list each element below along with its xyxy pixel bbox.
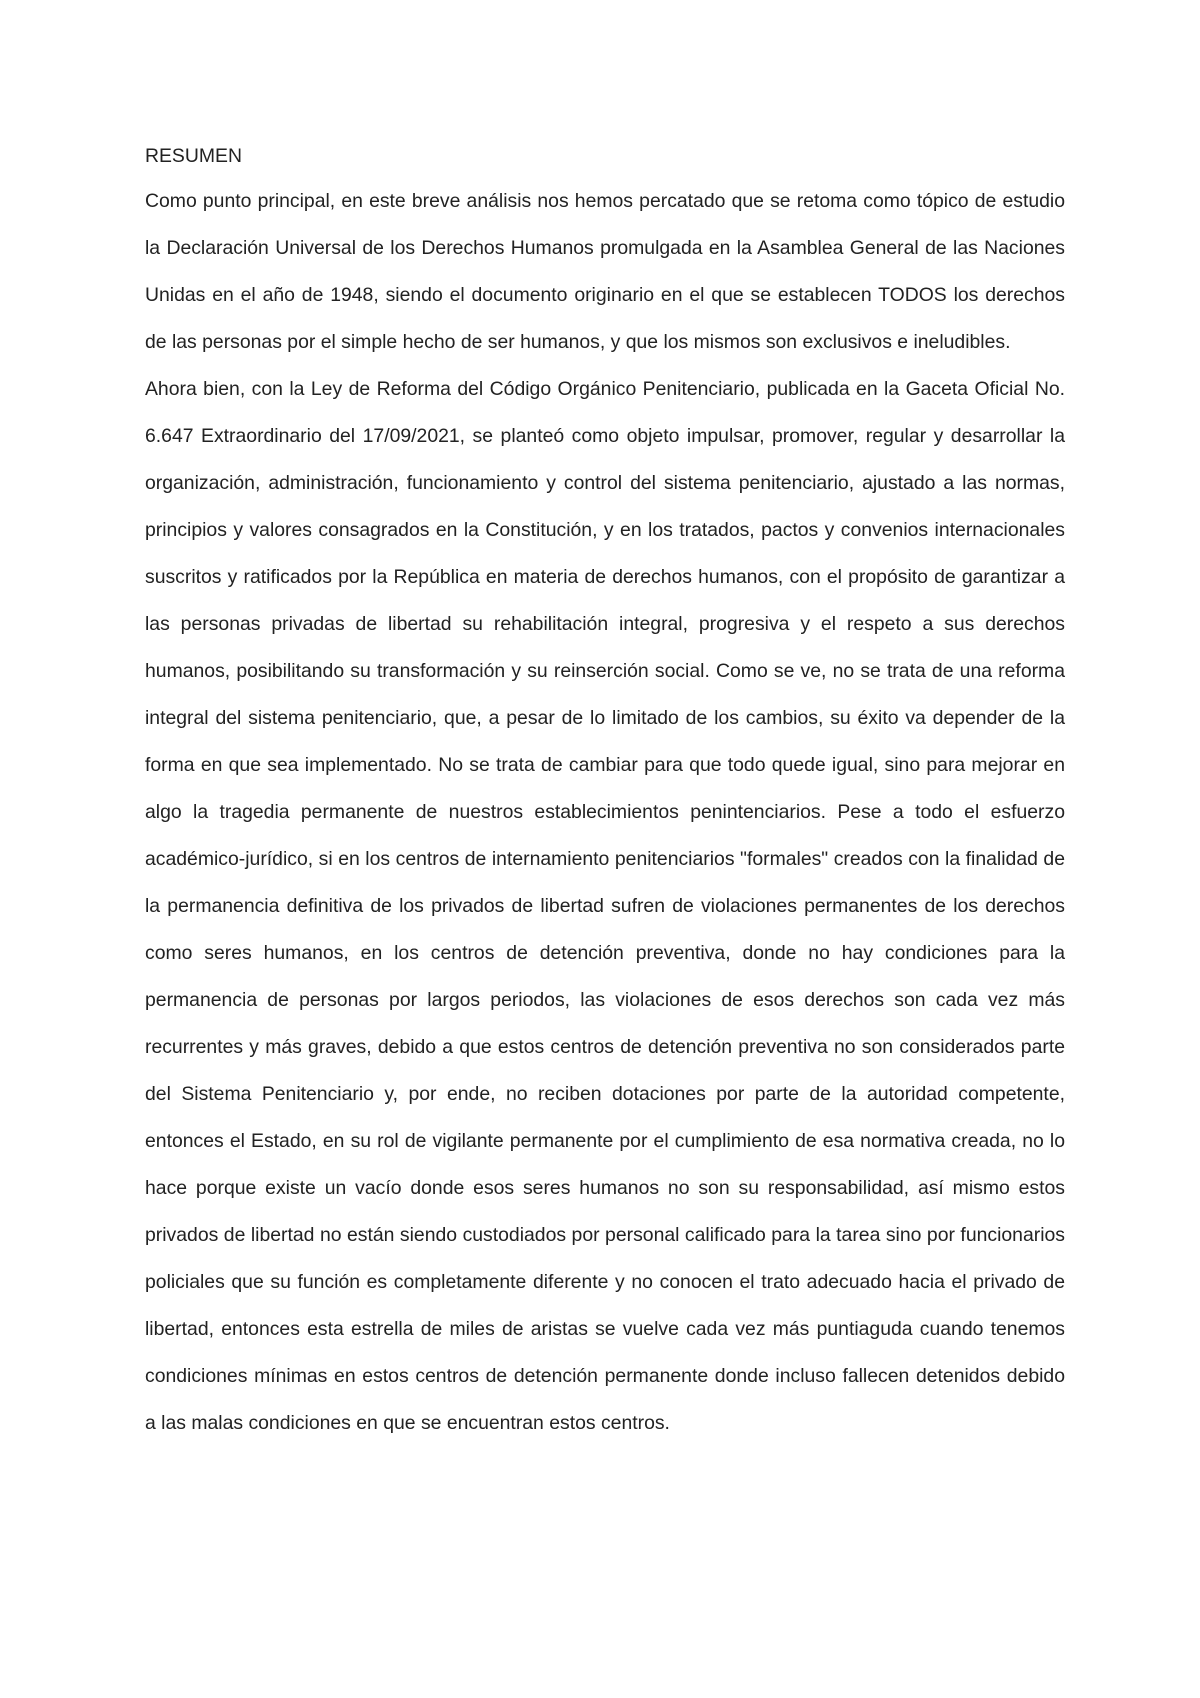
section-heading: RESUMEN — [145, 145, 242, 167]
paragraph-reform: Ahora bien, con la Ley de Reforma del Código Orgánico Penitenciario, publicada en la Gaceta Oficial No. 6.647 Extraordinario del 17/09/2021, se planteó como objeto impulsar, promover, regular y desarrollar la organización, administración, funcionamiento y control del sistema penitenciario, ajustado a las normas, principios y valores consagrados en la Constitución, y en los tratados, pactos y convenios internacionales suscritos y ratificados por la República en materia de derechos humanos, con el propósito de garantizar a las personas privadas de libertad su rehabilitación integral, progresiva y el respeto a sus derechos humanos, posibilitando su transformación y su reinserción social. Como se ve, no se trata de una reforma integral del sistema penitenciario, que, a pesar de lo limitado de los cambios, su éxito va depender de la forma en que sea implementado. No se trata de cambiar para que todo quede igual, sino para mejorar en algo la tragedia permanente de nuestros establecimientos penintenciarios. Pese a todo el esfuerzo académico-jurídico, si en los centros de internamiento penitenciarios "formales" creados con la finalidad de la permanencia definitiva de los privados de libertad sufren de violaciones permanentes de los derechos como seres humanos, en los centros de detención preventiva, donde no hay condiciones para la permanencia de personas por largos periodos, las violaciones de esos derechos son cada vez más recurrentes y más graves, debido a que estos centros de detención preventiva no son considerados parte del Sistema Penitenciario y, por ende, no reciben dotaciones por parte de la autoridad competente, entonces el Estado, en su rol de vigilante permanente por el cumplimiento de esa normativa creada, no lo hace porque existe un vacío donde esos seres humanos no son su responsabilidad, así mismo estos privados de libertad no están siendo custodiados por personal calificado para la tarea sino por funcionarios policiales que su función es completamente diferente y no conocen el trato adecuado hacia el privado de libertad, entonces esta estrella de miles de aristas se vuelve cada vez más puntiaguda cuando tenemos condiciones mínimas en estos centros de detención permanente donde incluso fallecen detenidos debido a las malas condiciones en que se encuentran estos centros. — [145, 378, 1065, 1434]
paragraph-intro: Como punto principal, en este breve análisis nos hemos percatado que se retoma como tópico de estudio la Declaración Universal de los Derechos Humanos promulgada en la Asamblea General de las Naciones Unidas en el año de 1948, siendo el documento originario en el que se establecen TODOS los derechos de las personas por el simple hecho de ser humanos, y que los mismos son exclusivos e ineludibles. — [145, 190, 1065, 353]
document-body — [145, 140, 1065, 1447]
